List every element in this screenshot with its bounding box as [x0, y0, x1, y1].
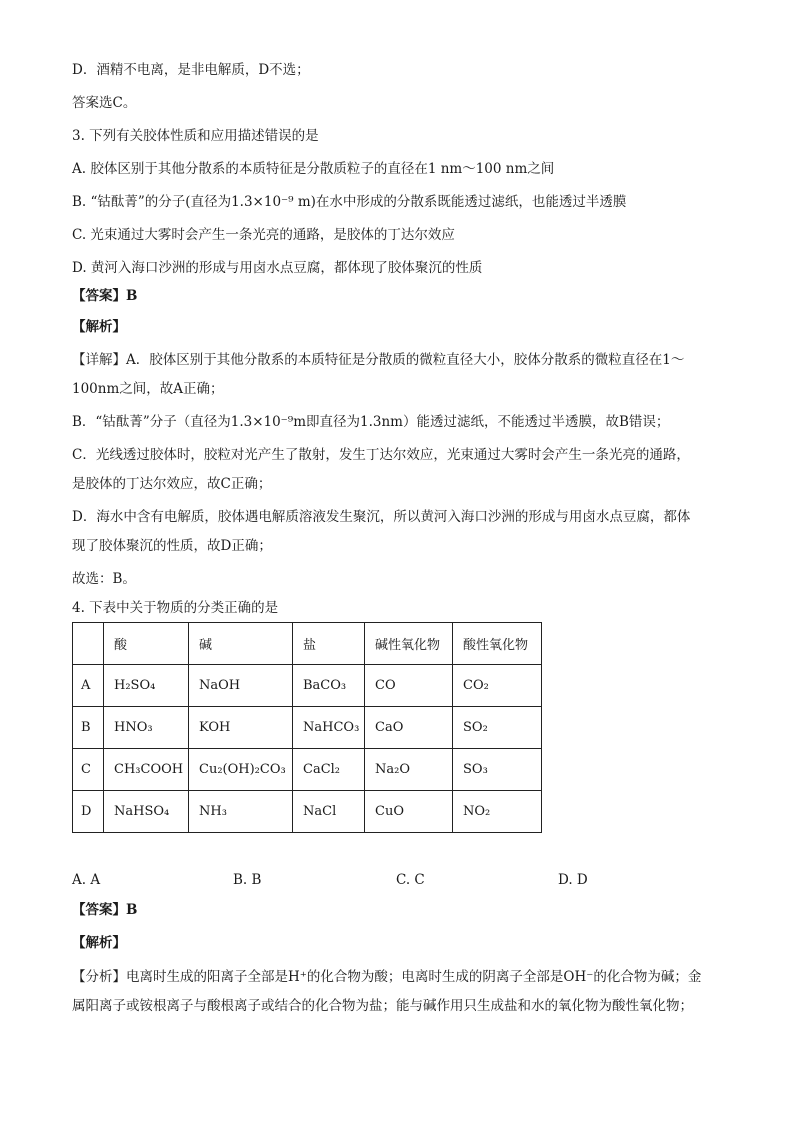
q4-option-a: A. A [72, 872, 101, 888]
classification-table [72, 622, 542, 833]
q3-detail-line-1: 【详解】A．胶体区别于其他分散系的本质特征是分散质的微粒直径大小，胶体分散系的微粒直径在1～ [72, 352, 685, 368]
table-cell: Cu₂(OH)₂CO₃ [189, 749, 293, 791]
table-cell: CuO [365, 791, 453, 833]
table-header-cell [73, 623, 104, 665]
q3-detail-line-6: D．海水中含有电解质，胶体遇电解质溶液发生聚沉，所以黄河入海口沙洲的形成与用卤水点豆腐，都体 [72, 509, 691, 525]
q3-detail-line-3: B．“钴酞菁”分子（直径为1.3×10⁻⁹m即直径为1.3nm）能透过滤纸，不能透过半透膜，故B错误； [72, 414, 670, 430]
q3-detail-line-4: C．光线透过胶体时，胶粒对光产生了散射，发生丁达尔效应，光束通过大雾时会产生一条光亮的通路， [72, 447, 690, 463]
table-cell: NO₂ [453, 791, 542, 833]
table-cell: SO₂ [453, 707, 542, 749]
table-cell: CO₂ [453, 665, 542, 707]
table-header-cell: 碱性氧化物 [365, 623, 453, 665]
q4-answer: 【答案】B [72, 902, 138, 918]
table-cell: B [73, 707, 104, 749]
q4-analysis-line-1: 【分析】电离时生成的阳离子全部是H⁺的化合物为酸；电离时生成的阴离子全部是OH⁻的化合物为碱；金 [72, 969, 702, 985]
q3-detail-line-2: 100nm之间，故A正确； [72, 381, 224, 397]
table-row [73, 749, 542, 791]
table-cell: NaCl [293, 791, 365, 833]
table-cell: D [73, 791, 104, 833]
table-cell: CH₃COOH [104, 749, 189, 791]
table-cell: H₂SO₄ [104, 665, 189, 707]
q4-option-c: C. C [396, 872, 425, 888]
table-cell: CaCl₂ [293, 749, 365, 791]
prev-option-d: D．酒精不电离，是非电解质，D不选； [72, 62, 310, 78]
q3-analysis-heading: 【解析】 [72, 319, 126, 335]
q4-stem: 4. 下表中关于物质的分类正确的是 [72, 600, 279, 616]
table-cell: KOH [189, 707, 293, 749]
table-header-cell: 酸 [104, 623, 189, 665]
q4-option-d: D. D [558, 872, 588, 888]
table-cell: Na₂O [365, 749, 453, 791]
q4-analysis-line-2: 属阳离子或铵根离子与酸根离子或结合的化合物为盐；能与碱作用只生成盐和水的氧化物为酸性氧化物； [72, 998, 693, 1014]
q3-option-c: C. 光束通过大雾时会产生一条光亮的通路，是胶体的丁达尔效应 [72, 227, 455, 243]
table-row [73, 791, 542, 833]
table-cell: SO₃ [453, 749, 542, 791]
q3-answer: 【答案】B [72, 288, 138, 304]
table-cell: NaOH [189, 665, 293, 707]
table-cell: CaO [365, 707, 453, 749]
table-cell: C [73, 749, 104, 791]
prev-answer: 答案选C。 [72, 95, 137, 111]
table-cell: A [73, 665, 104, 707]
q3-stem: 3. 下列有关胶体性质和应用描述错误的是 [72, 128, 319, 144]
table-cell: CO [365, 665, 453, 707]
q3-detail-line-5: 是胶体的丁达尔效应，故C正确； [72, 476, 272, 492]
table-header-row [73, 623, 542, 665]
q4-option-b: B. B [233, 872, 262, 888]
table-row [73, 707, 542, 749]
table-cell: NaHSO₄ [104, 791, 189, 833]
table-header-cell: 酸性氧化物 [453, 623, 542, 665]
q3-detail-line-7: 现了胶体聚沉的性质，故D正确； [72, 538, 272, 554]
q3-option-b: B. “钴酞菁”的分子(直径为1.3×10⁻⁹ m)在水中形成的分散系既能透过滤纸，也能透过半透膜 [72, 194, 627, 210]
q3-option-d: D. 黄河入海口沙洲的形成与用卤水点豆腐，都体现了胶体聚沉的性质 [72, 260, 483, 276]
table-cell: BaCO₃ [293, 665, 365, 707]
table-row [73, 665, 542, 707]
q3-option-a: A. 胶体区别于其他分散系的本质特征是分散质粒子的直径在1 nm～100 nm之间 [72, 161, 555, 177]
table-header-cell: 盐 [293, 623, 365, 665]
q4-analysis-heading: 【解析】 [72, 935, 126, 951]
q3-conclusion: 故选：B。 [72, 571, 136, 587]
table-header-cell: 碱 [189, 623, 293, 665]
table-cell: NaHCO₃ [293, 707, 365, 749]
table-cell: HNO₃ [104, 707, 189, 749]
table-cell: NH₃ [189, 791, 293, 833]
